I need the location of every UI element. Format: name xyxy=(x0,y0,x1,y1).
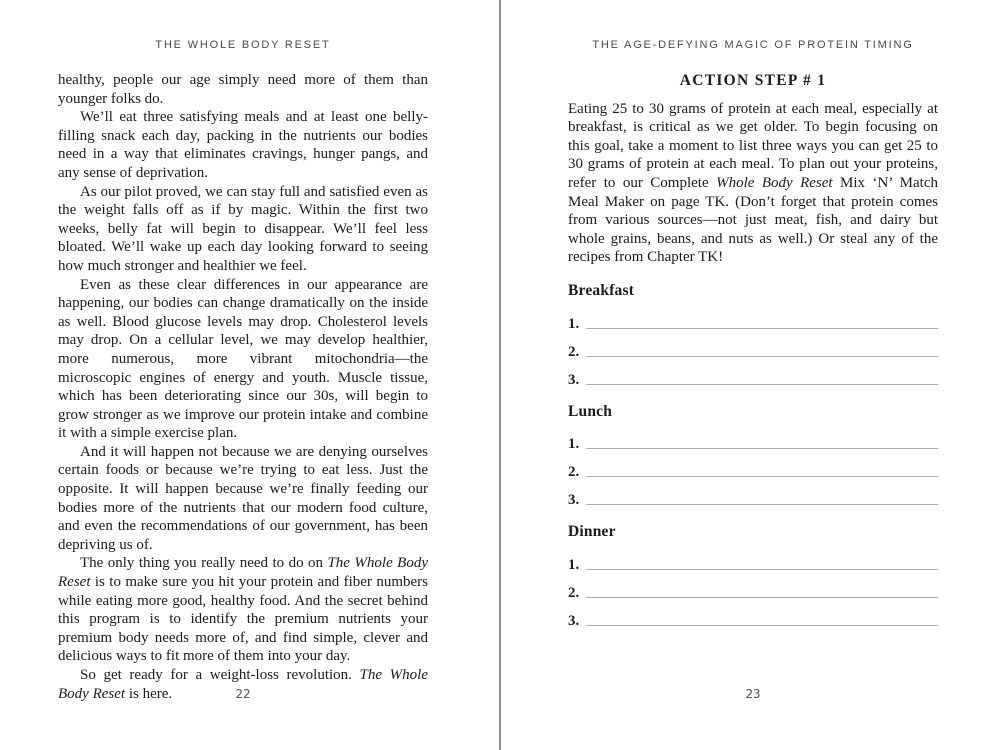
breakfast-heading: Breakfast xyxy=(568,281,635,299)
running-head-left: THE WHOLE BODY RESET xyxy=(155,39,331,51)
fill-in-row xyxy=(568,573,938,601)
fill-in-number: 3. xyxy=(568,612,580,629)
fill-in-number: 3. xyxy=(568,371,580,388)
fill-in-line xyxy=(586,328,938,329)
dinner-heading: Dinner xyxy=(568,523,616,541)
breakfast-section xyxy=(568,282,938,388)
fill-in-row xyxy=(568,452,938,480)
fill-in-line xyxy=(586,384,938,385)
action-step-intro: Eating 25 to 30 grams of protein at each meal, especially at breakfast, is critical as we get older. To begin focusing on this goal, take a moment to list three ways you can get 25 to 30 grams of protein at each meal. To plan out your proteins, refer to our Complete Whole Body Reset Mix ‘N’ Match Meal Maker on page TK. (Don’t forget that protein comes from various sources—not just meat, fish, and dairy but whole grains, beans, and nuts as well.) Or steal any of the recipes from Chapter TK! xyxy=(568,100,938,266)
fill-in-line xyxy=(586,448,938,449)
fill-in-line xyxy=(586,476,938,477)
action-step-heading: ACTION STEP # 1 xyxy=(679,72,827,89)
page-number-right: 23 xyxy=(745,686,761,701)
right-page-body xyxy=(568,71,938,629)
fill-in-number: 2. xyxy=(568,464,580,481)
fill-in-number: 1. xyxy=(568,436,580,453)
lunch-heading: Lunch xyxy=(568,402,613,420)
paragraph: healthy, people our age simply need more of them than younger folks do. xyxy=(58,72,428,107)
fill-in-row xyxy=(568,601,938,629)
fill-in-row xyxy=(568,480,938,508)
fill-in-line xyxy=(586,597,938,598)
fill-in-number: 1. xyxy=(568,315,580,332)
fill-in-line xyxy=(586,504,938,505)
fill-in-row xyxy=(568,545,938,573)
paragraph: Even as these clear differences in our appearance are happening, our bodies can change dramatically on the inside as well. Blood glucose levels may drop. Cholesterol levels may drop. On a cellular level, we may develop healthier, more numerous, more vibrant mitochondria—the microscopic engines of energy and youth. Muscle tissue, which has been deteriorating since our 30s, will begin to grow stronger as we improve our protein intake and combine it with a simple exercise plan. xyxy=(58,276,428,442)
fill-in-number: 3. xyxy=(568,492,580,509)
fill-in-number: 2. xyxy=(568,584,580,601)
fill-in-row xyxy=(568,304,938,332)
fill-in-line xyxy=(586,569,938,570)
fill-in-row xyxy=(568,424,938,452)
fill-in-number: 1. xyxy=(568,556,580,573)
fill-in-row xyxy=(568,360,938,388)
fill-in-row xyxy=(568,332,938,360)
fill-in-number: 2. xyxy=(568,343,580,360)
paragraph: As our pilot proved, we can stay full and satisfied even as the weight falls off as if by magic. Within the first two weeks, belly fat will begin to disappear. We’ll feel less bloated. We’ll wake up each day looking forward to seeing how much stronger and healthier we feel. xyxy=(58,183,428,274)
left-page-body xyxy=(58,71,428,703)
lunch-section xyxy=(568,403,938,509)
page-divider xyxy=(499,0,501,750)
running-head-right: THE AGE-DEFYING MAGIC OF PROTEIN TIMING xyxy=(592,39,914,51)
fill-in-line xyxy=(586,625,938,626)
left-page xyxy=(58,0,428,750)
paragraph: So get ready for a weight-loss revolution. The Whole Body Reset is here. xyxy=(58,667,428,702)
dinner-section xyxy=(568,523,938,629)
paragraph: The only thing you really need to do on The Whole Body Reset is to make sure you hit your protein and fiber numbers while eating more good, healthy food. And the secret behind this program is to identify the premium nutrients your premium body needs more of, and find simple, clever and delicious ways to fit more of them into your day. xyxy=(58,555,429,665)
paragraph: And it will happen not because we are denying ourselves certain foods or because we’re trying to eat less. Just the opposite. It will happen because we’re finally feeding our bodies more of the nutrients that our modern food culture, and even the recommendations of our government, has been depriving us of. xyxy=(58,443,428,553)
right-page xyxy=(568,0,938,750)
page-number-left: 22 xyxy=(235,686,251,701)
fill-in-line xyxy=(586,356,938,357)
paragraph: We’ll eat three satisfying meals and at least one belly-filling snack each day, packing in the nutrients our bodies need in a way that eliminates cravings, hunger pangs, and any sense of deprivation. xyxy=(58,109,428,181)
